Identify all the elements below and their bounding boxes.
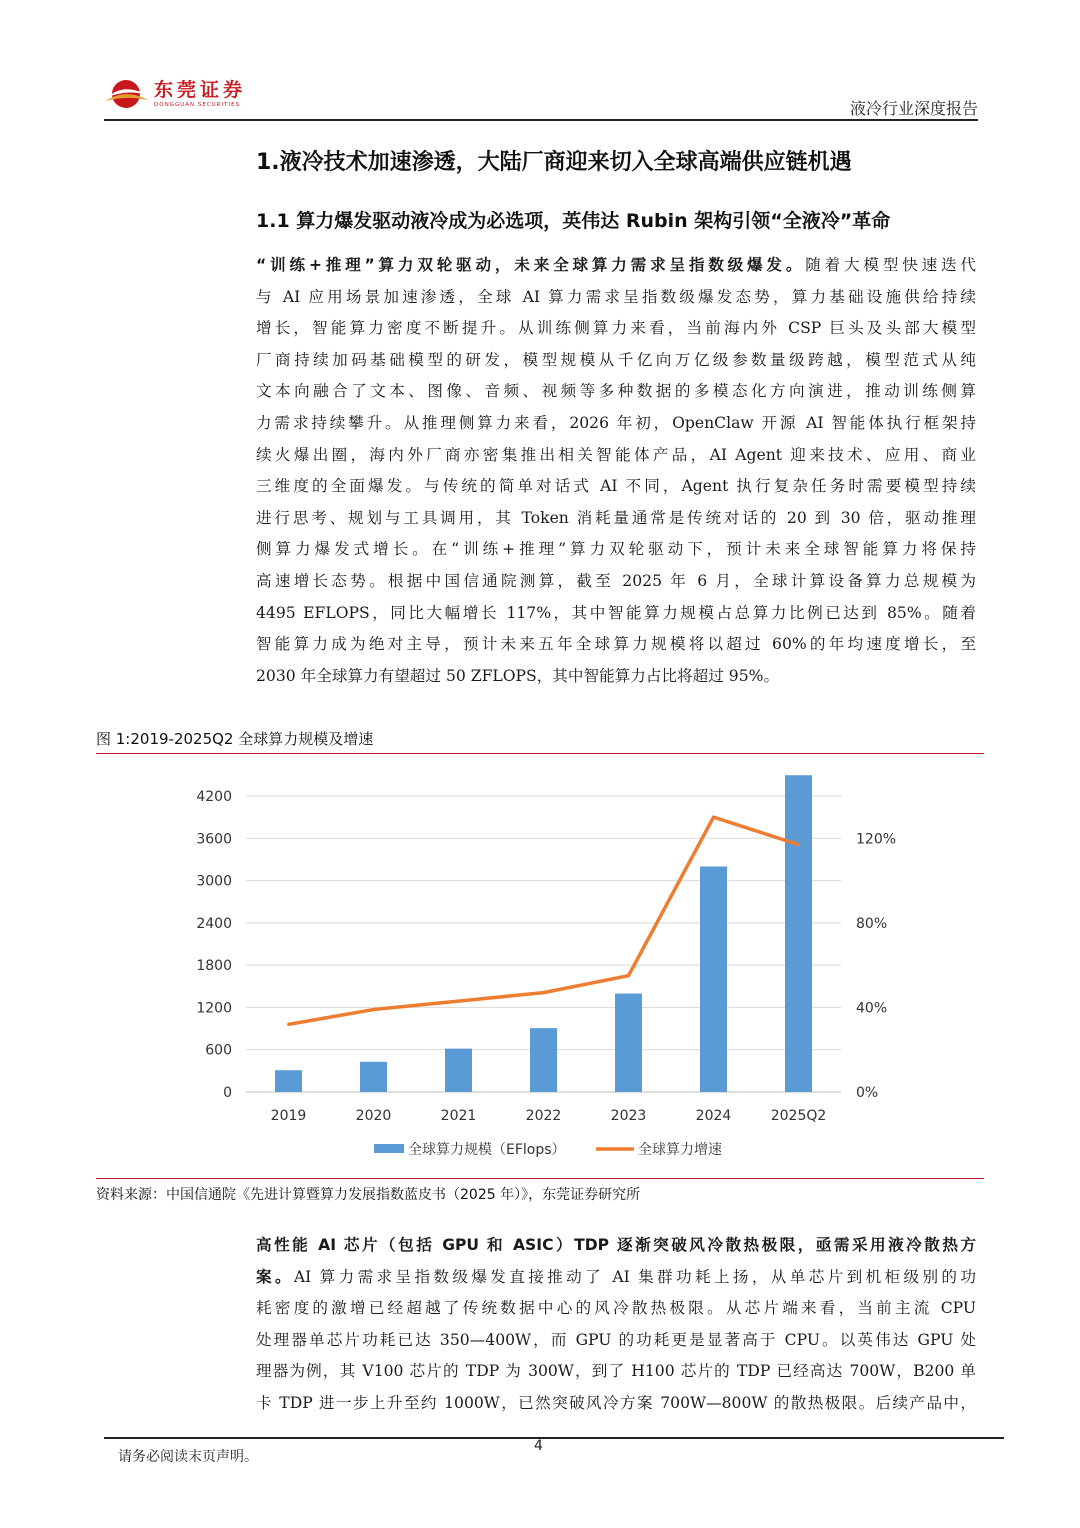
paragraph-line: 侧算力爆发式增长。在“训练+推理”算力双轮驱动下，预计未来全球智能算力将保持 [256, 540, 976, 559]
y-right-tick-label: 80% [856, 915, 888, 932]
x-tick-label: 2021 [440, 1108, 477, 1124]
y-left-tick-label: 3000 [196, 873, 232, 890]
section-title: 1.液冷技术加速渗透，大陆厂商迎来切入全球高端供应链机遇 [256, 150, 852, 175]
paragraph-bold-lead: “训练+推理”算力双轮驱动，未来全球算力需求呈指数级爆发。 [256, 256, 806, 274]
body-paragraph-1 [256, 250, 976, 692]
subsection-title: 1.1 算力爆发驱动液冷成为必选项，英伟达 Rubin 架构引领“全液冷”革命 [256, 210, 891, 232]
y-left-tick-label: 3600 [196, 831, 232, 848]
header-divider [104, 119, 978, 121]
paragraph-line: 续火爆出圈，海内外厂商亦密集推出相关智能体产品，AI Agent 迎来技术、应用、商业 [256, 445, 976, 464]
dongguan-securities-logo-icon [104, 78, 148, 110]
y-left-tick-label: 1200 [196, 1000, 232, 1017]
compute-scale-growth-chart [96, 754, 984, 1178]
paragraph-line: “训练+推理”算力双轮驱动，未来全球算力需求呈指数级爆发。随着大模型快速迭代 [256, 256, 976, 274]
legend-bar-swatch [374, 1144, 404, 1153]
paragraph-line: 案。AI 算力需求呈指数级爆发直接推动了 AI 集群功耗上扬，从单芯片到机柜级别的功 [256, 1267, 976, 1286]
growth-point-2022 [542, 991, 545, 994]
logo-chinese-name: 东莞证券 [154, 79, 247, 101]
y-left-tick-label: 2400 [196, 915, 232, 932]
bar-2024 [700, 866, 727, 1092]
growth-point-2019 [287, 1023, 290, 1026]
bar-2021 [445, 1049, 472, 1092]
paragraph-line: 4495 EFLOPS，同比大幅增长 117%，其中智能算力规模占总算力比例已达到 85%。随着 [256, 603, 976, 622]
paragraph-line: 智能算力成为绝对主导，预计未来五年全球算力规模将以超过 60%的年均速度增长，至 [256, 635, 976, 654]
growth-point-2021 [457, 1000, 460, 1003]
company-logo [104, 78, 246, 110]
x-tick-label: 2022 [525, 1108, 562, 1124]
paragraph-line: 2030 年全球算力有望超过 50 ZFLOPS，其中智能算力占比将超过 95%。 [256, 666, 780, 685]
paragraph-line [256, 1230, 976, 1262]
paragraph-line: 增长，智能算力密度不断提升。从训练侧算力来看，当前海内外 CSP 巨头及头部大模型 [256, 319, 976, 338]
paragraph-line: 高速增长态势。根据中国信通院测算，截至 2025 年 6 月，全球计算设备算力总规模为 [256, 571, 976, 590]
y-right-tick-label: 40% [856, 1000, 888, 1017]
bar-2020 [360, 1062, 387, 1092]
growth-point-2020 [372, 1008, 375, 1011]
y-right-tick-label: 0% [856, 1085, 879, 1101]
paragraph-line: 卡 TDP 进一步上升至约 1000W，已然突破风冷方案 700W—800W 的散热极限。后续产品中， [256, 1393, 976, 1412]
footer-divider [104, 1437, 1004, 1439]
body-paragraph-2 [256, 1230, 976, 1420]
legend-bar-label: 全球算力规模（EFlops） [408, 1142, 566, 1158]
bar-2025Q2 [785, 775, 812, 1092]
legend-line-label: 全球算力增速 [638, 1142, 722, 1158]
x-tick-label: 2019 [270, 1108, 307, 1124]
y-left-tick-label: 0 [223, 1085, 232, 1101]
y-left-tick-label: 4200 [196, 789, 232, 805]
page-number: 4 [534, 1438, 543, 1454]
paragraph-line: 与 AI 应用场景加速渗透，全球 AI 算力需求呈指数级爆发态势，算力基础设施供给持续 [256, 287, 976, 306]
footer-disclaimer: 请务必阅读末页声明。 [118, 1449, 258, 1465]
bar-2023 [615, 994, 642, 1092]
x-tick-label: 2025Q2 [770, 1108, 827, 1124]
paragraph-line: 耗密度的激增已经超越了传统数据中心的风冷散热极限。从芯片端来看，当前主流 CPU [256, 1299, 976, 1318]
y-right-tick-label: 120% [856, 831, 897, 848]
bar-2022 [530, 1028, 557, 1092]
y-left-tick-label: 1800 [196, 958, 232, 975]
paragraph-line: 理器为例，其 V100 芯片的 TDP 为 300W，到了 H100 芯片的 TDP 已经高达 700W，B200 单 [256, 1362, 976, 1381]
y-left-tick-label: 600 [205, 1042, 232, 1059]
x-tick-label: 2024 [695, 1108, 732, 1124]
paragraph-bold-lead-end: 案。 [256, 1267, 294, 1286]
x-tick-label: 2020 [355, 1108, 392, 1124]
paragraph-line: 三维度的全面爆发。与传统的简单对话式 AI 不同，Agent 执行复杂任务时需要模型持续 [256, 477, 976, 496]
paragraph-bold-lead: 高性能 AI 芯片（包括 GPU 和 ASIC）TDP 逐渐突破风冷散热极限，亟需采用液冷散热方 [256, 1236, 976, 1254]
paragraph-line: 厂商持续加码基础模型的研发，模型规模从千亿向万亿级参数量级跨越，模型范式从纯 [256, 350, 976, 369]
page-header [104, 76, 978, 120]
report-type-label: 液冷行业深度报告 [849, 99, 978, 118]
growth-point-2025Q2 [797, 843, 800, 846]
figure-title: 图 1:2019-2025Q2 全球算力规模及增速 [96, 730, 374, 748]
bar-2019 [275, 1070, 302, 1092]
figure-bottom-rule [96, 1178, 984, 1179]
logo-english-name: DONGGUAN SECURITIES [154, 102, 241, 108]
x-tick-label: 2023 [610, 1108, 647, 1124]
paragraph-line: 文本向融合了文本、图像、音频、视频等多种数据的多模态化方向演进，推动训练侧算 [256, 382, 976, 401]
paragraph-line: 进行思考、规划与工具调用，其 Token 消耗量通常是传统对话的 20 到 30 倍，驱动推理 [256, 508, 976, 527]
figure-source-note: 资料来源：中国信通院《先进计算暨算力发展指数蓝皮书（2025 年）》，东莞证券研究所 [96, 1187, 641, 1203]
growth-point-2024 [712, 816, 715, 819]
paragraph-line: 处理器单芯片功耗已达 350—400W，而 GPU 的功耗更是显著高于 CPU。以英伟达 GPU 处 [256, 1330, 976, 1349]
growth-point-2023 [627, 974, 630, 977]
paragraph-line: 力需求持续攀升。从推理侧算力来看，2026 年初，OpenClaw 开源 AI 智能体执行框架持 [256, 413, 976, 432]
